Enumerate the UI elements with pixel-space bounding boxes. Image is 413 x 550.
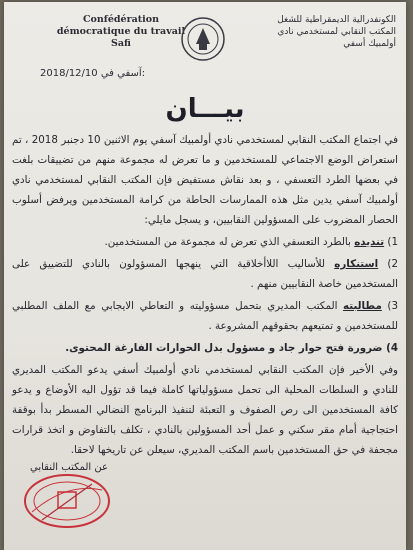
item-text: بالطرد التعسفي الذي تعرض له مجموعة من المستخدمين. xyxy=(104,236,351,248)
list-item xyxy=(12,296,398,336)
item-keyword: استنكاره xyxy=(334,258,379,270)
header-ar-line2: المكتب النقابي لمستخدمي نادي xyxy=(277,27,396,37)
list-item xyxy=(12,254,398,294)
item-text: ضرورة فتح حوار جاد و مسؤول بدل الحوارات الفارغة المحتوى. xyxy=(65,342,383,354)
union-stamp-icon xyxy=(22,472,112,530)
item-keyword: مطالبته xyxy=(343,300,382,312)
item-text: للأساليب اللاأخلاقية التي ينهجها المسؤولون بالنادي للتضييق على المستخدمين خاصة النقابيين منهم . xyxy=(12,258,398,290)
item-text: المكتب المديري بتحمل مسؤوليته و التعاطي الايجابي مع الملف المطلبي للمستخدمين و تمتيعهم بحقوقهم المشروعة . xyxy=(12,300,398,332)
item-number: 2) xyxy=(387,258,398,270)
header-ar-line3: أولمبيك أسفي xyxy=(343,39,396,49)
document-date: 2018/12/10 آسفي في: xyxy=(40,68,146,79)
header-french xyxy=(46,14,196,50)
item-number: 1) xyxy=(387,236,398,248)
document-page xyxy=(4,2,406,550)
intro-paragraph: في اجتماع المكتب النقابي لمستخدمي نادي أولمبيك آسفي يوم الاثنين 10 دجنبر 2018 ، تم استعراض الوضع الاجتماعي للمستخدمين و ما تعرض له مجموعة منهم من تضييقات بلغت في بعضها الطرد التعسفي ، و بعد نقاش مستفيض فإن المكتب النقابي لمستخدمي نادي أولمبيك آسفي يدين مثل هذه الممارسات الحاطة من كرامة المستخدمين ويرفض أسلوب الحصار المضروب على المسؤولين النقابيين، و يسجل مايلي: xyxy=(12,134,398,226)
list-item xyxy=(12,338,398,358)
header-fr-line2: démocratique du travail xyxy=(56,26,186,37)
document-title: بيـــان xyxy=(165,94,245,124)
item-number: 3) xyxy=(387,300,398,312)
document-body xyxy=(12,130,398,460)
item-keyword: تنديده xyxy=(354,236,385,248)
list-item xyxy=(12,232,398,252)
header-ar-line1: الكونفدرالية الديمقراطية للشغل xyxy=(277,15,396,25)
header-fr-line1: Confédération xyxy=(82,14,160,25)
header-arabic xyxy=(228,14,396,50)
header-fr-line3: Safi xyxy=(111,38,131,49)
union-logo-icon xyxy=(180,16,226,62)
signoff: عن المكتب النقابي xyxy=(30,462,108,473)
item-number: 4) xyxy=(386,342,398,354)
closing-paragraph: وفي الأخير فإن المكتب النقابي لمستخدمي نادي أولمبيك أسفي يدعو المكتب المديري للنادي و السلطات المحلية الى تحمل مسؤولياتها كاملة فيما قد تؤول اليه الأوضاع و يدعو كافة المستخدمين الى رص الصفوف و التعبئة لتنفيذ البرنامج النضالي المسطر بدأ بوقفة احتجاجية أمام مقر سكني و عمل أحد المسؤولين بالنادي ، تكلف بالتفاوض و اتخذ قرارات مجحفة في حق المستخدمين باسم المكتب المديري، سيعلن عن تاريخها لاحقا. xyxy=(12,364,398,456)
